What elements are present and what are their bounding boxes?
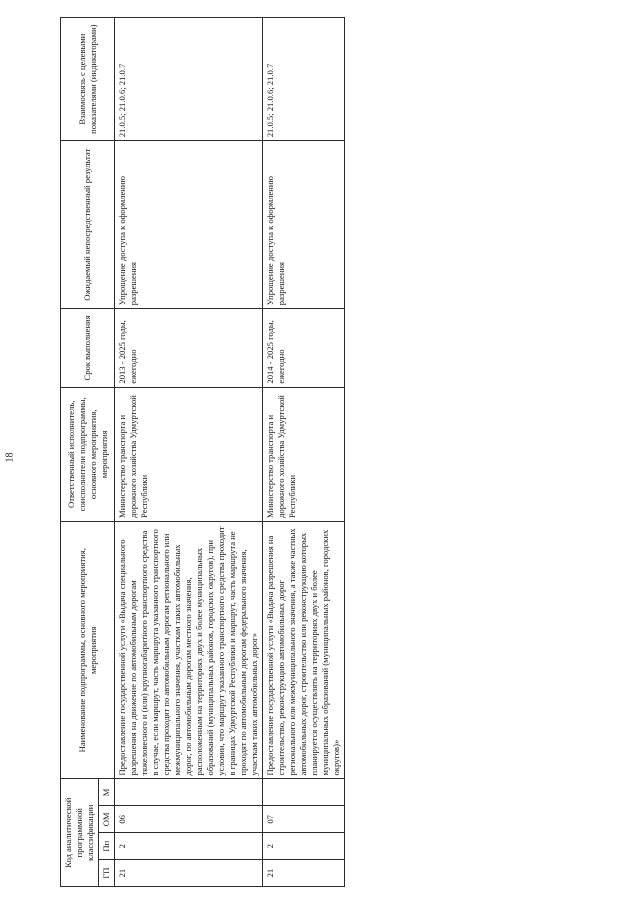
cell-name: Предоставление государственной услуги «Выдача специального разрешения на движение по автомобильным дорогам тяжеловесного и (или) крупногабаритного транспортного средства в случае, если маршрут, часть маршрута указанного транспортного средства проходят по автомобильным дорогам регионального или межмуниципального значения, участкам таких автомобильных дорог, по автомобильным дорогам местного значения, расположенным на территориях двух и более муниципальных образований (муниципальных районов, городских округов), при условии, что маршрут указанного транспортного средства проходит в границах Удмуртской Республики и маршрут, часть маршрута не проходят по автомобильным дорогам федерального значения, участкам таких автомобильных дорог» xyxy=(115,521,263,779)
header-link: Взаимосвязь с целевыми показателями (индикаторами) xyxy=(61,18,115,141)
header-row-group xyxy=(61,18,99,887)
cell-om: 06 xyxy=(115,806,263,833)
cell-link: 21.0.5; 21.0.6; 21.0.7 xyxy=(263,18,345,141)
cell-term: 2013 - 2025 годы, ежегодно xyxy=(115,309,263,387)
cell-result: Упрощение доступа к оформлению разрешения xyxy=(115,141,263,309)
table-row xyxy=(263,18,345,887)
page-number: 18 xyxy=(4,452,16,463)
table-row xyxy=(115,18,263,887)
header-term: Срок выполнения xyxy=(61,309,115,387)
header-pp: Пп xyxy=(99,833,115,860)
cell-link: 21.0.5; 21.0.6; 21.0.7 xyxy=(115,18,263,141)
cell-responsible: Министерство транспорта и дорожного хозяйства Удмуртской Республики xyxy=(263,387,345,521)
cell-term: 2014 - 2025 годы, ежегодно xyxy=(263,309,345,387)
header-code-group: Код аналитической программной классификации xyxy=(61,779,99,887)
cell-pp: 2 xyxy=(263,833,345,860)
cell-gp: 21 xyxy=(263,860,345,887)
header-name: Наименование подпрограммы, основного мероприятия, мероприятия xyxy=(61,521,115,779)
header-gp: ГП xyxy=(99,860,115,887)
header-result: Ожидаемый непосредственный результат xyxy=(61,141,115,309)
cell-m xyxy=(115,779,263,806)
rotated-document xyxy=(60,17,580,887)
cell-m xyxy=(263,779,345,806)
cell-pp: 2 xyxy=(115,833,263,860)
header-responsible: Ответственный исполнитель, соисполнители подпрограммы, основного мероприятия, мероприятия xyxy=(61,387,115,521)
cell-name: Предоставление государственной услуги «Выдача разрешения на строительство, реконструкцию автомобильных дорог регионального или межмуниципального значения, а также частных автомобильных дорог, строительство или реконструкцию которых планируется осуществлять на территориях двух и более муниципальных образований (муниципальных районов, городских округов)» xyxy=(263,521,345,779)
cell-responsible: Министерство транспорта и дорожного хозяйства Удмуртской Республики xyxy=(115,387,263,521)
cell-result: Упрощение доступа к оформлению разрешения xyxy=(263,141,345,309)
header-m: М xyxy=(99,779,115,806)
cell-gp: 21 xyxy=(115,860,263,887)
program-activities-table xyxy=(60,17,345,887)
header-om: ОМ xyxy=(99,806,115,833)
cell-om: 07 xyxy=(263,806,345,833)
